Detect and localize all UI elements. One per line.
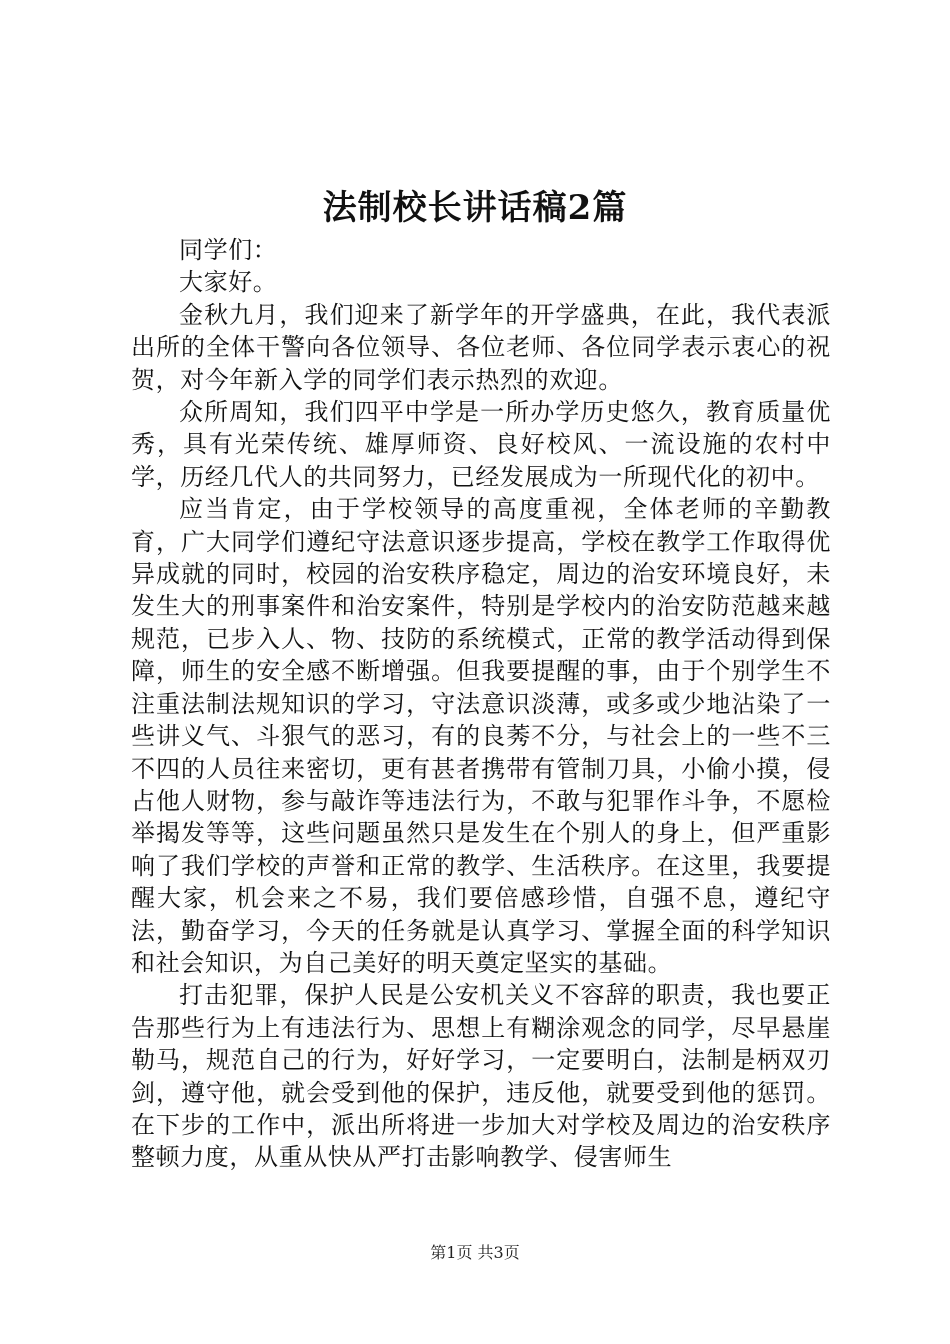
paragraph-welcome: 金秋九月，我们迎来了新学年的开学盛典，在此，我代表派出所的全体干警向各位领导、各位老师、各位同学表示衷心的祝贺，对今年新入学的同学们表示热烈的欢迎。 [131, 300, 831, 394]
paragraph-school-intro: 众所周知，我们四平中学是一所办学历史悠久，教育质量优秀，具有光荣传统、雄厚师资、良好校风、一流设施的农村中学，历经几代人的共同努力，已经发展成为一所现代化的初中。 [131, 398, 831, 491]
document-body [131, 234, 831, 1174]
paragraph-safety-status: 应当肯定，由于学校领导的高度重视，全体老师的辛勤教育，广大同学们遵纪守法意识逐步提高，学校在教学工作取得优异成就的同时，校园的治安秩序稳定，周边的治安环境良好，未发生大的刑事案件和治安案件，特别是学校内的治安防范越来越规范，已步入人、物、技防的系统模式，正常的教学活动得到保障，师生的安全感不断增强。但我要提醒的事，由于个别学生不注重法制法规知识的学习，守法意识淡薄，或多或少地沾染了一些讲义气、斗狠气的恶习，有的良莠不分，与社会上的一些不三不四的人员往来密切，更有甚者携带有管制刀具，小偷小摸，侵占他人财物，参与敲诈等违法行为，不敢与犯罪作斗争，不愿检举揭发等等，这些问题虽然只是发生在个别人的身上，但严重影响了我们学校的声誉和正常的教学、生活秩序。在这里，我要提醒大家，机会来之不易，我们要倍感珍惜，自强不息，遵纪守法，勤奋学习，今天的任务就是认真学习、掌握全面的科学知识和社会知识，为自己美好的明天奠定坚实的基础。 [131, 495, 831, 977]
paragraph-warning: 打击犯罪，保护人民是公安机关义不容辞的职责，我也要正告那些行为上有违法行为、思想上有糊涂观念的同学，尽早悬崖勒马，规范自己的行为，好好学习，一定要明白，法制是柄双刃剑，遵守他，就会受到他的保护，违反他，就要受到他的惩罚。在下步的工作中，派出所将进一步加大对学校及周边的治安秩序整顿力度，从重从快从严打击影响教学、侵害师生 [131, 981, 831, 1172]
page-number-footer: 第1页 共3页 [430, 1243, 520, 1262]
document-title: 法制校长讲话稿2篇 [322, 188, 628, 228]
paragraph-salutation: 大家好。 [179, 268, 278, 297]
paragraph-greeting: 同学们： [179, 236, 278, 264]
